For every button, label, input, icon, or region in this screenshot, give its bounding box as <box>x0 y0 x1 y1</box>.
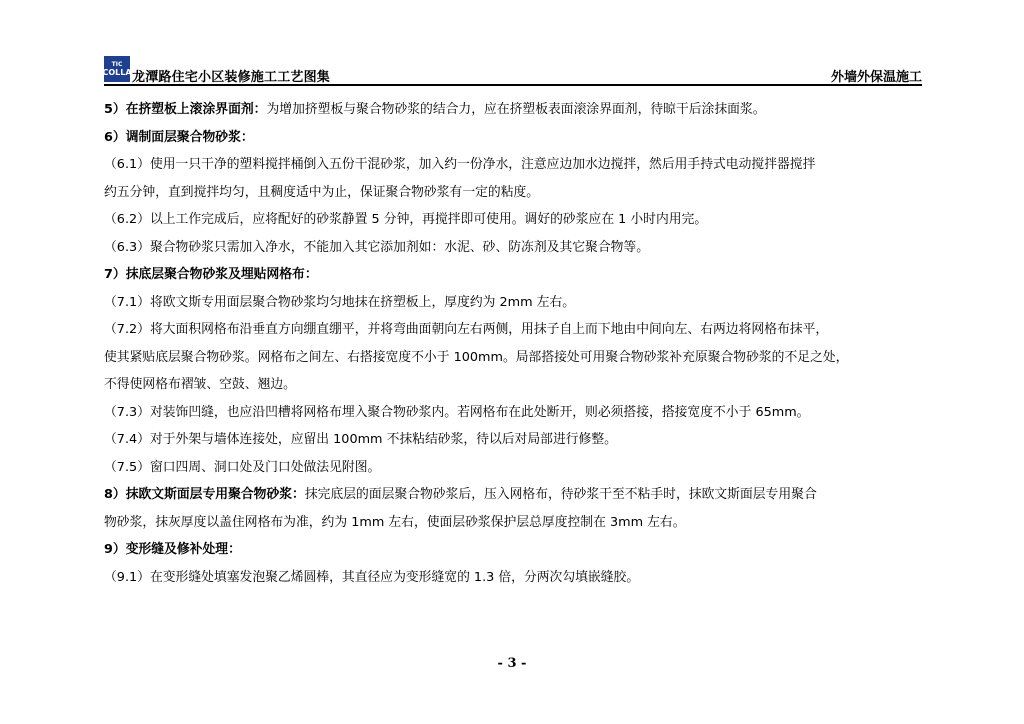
text-line <box>104 454 926 482</box>
paragraph-text: （6.3）聚合物砂浆只需加入净水，不能加入其它添加剂如：水泥、砂、防冻剂及其它聚合物等。 <box>104 239 650 255</box>
text-line <box>104 261 926 289</box>
section-heading: 8）抹欧文斯面层专用聚合物砂浆： <box>104 487 305 502</box>
section-heading: 9）变形缝及修补处理： <box>104 542 241 557</box>
text-line <box>104 481 926 509</box>
logo-text-top: TIC <box>111 61 123 68</box>
text-line <box>104 289 926 317</box>
paragraph-text: （7.5）窗口四周、洞口处及门口处做法见附图。 <box>104 459 381 475</box>
document-title: 龙潭路住宅小区装修施工工艺图集 <box>132 70 331 85</box>
logo-text-bottom: COLLA <box>102 68 132 77</box>
paragraph-text: （7.3）对装饰凹缝，也应沿凹槽将网格布埋入聚合物砂浆内。若网格布在此处断开，则必须搭接，搭接宽度不小于 65mm。 <box>104 404 810 420</box>
text-line <box>104 316 926 344</box>
text-line <box>104 206 926 234</box>
section-title: 外墙外保温施工 <box>830 70 922 85</box>
paragraph-text: （7.4）对于外架与墙体连接处，应留出 100mm 不抹粘结砂浆，待以后对局部进行修整。 <box>104 432 617 447</box>
text-line <box>104 399 926 427</box>
company-logo <box>104 56 130 82</box>
paragraph-text: （6.2）以上工作完成后，应将配好的砂浆静置 5 分钟，再搅拌即可使用。调好的砂浆应在 1 小时内用完。 <box>104 212 708 227</box>
section-heading: 5）在挤塑板上滚涂界面剂： <box>104 102 267 117</box>
text-line <box>104 426 926 454</box>
text-line <box>104 564 926 592</box>
paragraph-text: （6.1）使用一只干净的塑料搅拌桶倒入五份干混砂浆，加入约一份净水，注意应边加水边搅拌，然后用手持式电动搅拌器搅拌 <box>104 157 816 172</box>
text-line <box>104 151 926 179</box>
text-line <box>104 124 926 152</box>
paragraph-text: 为增加挤塑板与聚合物砂浆的结合力，应在挤塑板表面滚涂界面剂，待晾干后涂抹面浆。 <box>266 102 766 117</box>
section-heading: 7）抹底层聚合物砂浆及埋贴网格布： <box>104 267 318 282</box>
document-body <box>104 96 926 591</box>
text-line <box>104 179 926 207</box>
text-line <box>104 509 926 537</box>
page-number: - 3 - <box>497 656 527 671</box>
text-line <box>104 344 926 372</box>
text-line <box>104 371 926 399</box>
text-line <box>104 536 926 564</box>
paragraph-text: 约五分钟，直到搅拌均匀，且稠度适中为止，保证聚合物砂浆有一定的粘度。 <box>104 184 540 200</box>
paragraph-text: （9.1）在变形缝处填塞发泡聚乙烯圆棒，其直径应为变形缝宽的 1.3 倍，分两次勾填嵌缝胶。 <box>104 569 640 585</box>
paragraph-text: 不得使网格布褶皱、空鼓、翘边。 <box>104 377 296 392</box>
paragraph-text: 使其紧贴底层聚合物砂浆。网格布之间左、右搭接宽度不小于 100mm。局部搭接处可用聚合物砂浆补充原聚合物砂浆的不足之处， <box>104 349 849 365</box>
text-line <box>104 234 926 262</box>
page-header <box>104 56 922 86</box>
paragraph-text: 抹完底层的面层聚合物砂浆后，压入网格布，待砂浆干至不粘手时，抹欧文斯面层专用聚合 <box>304 487 817 502</box>
paragraph-text: （7.2）将大面积网格布沿垂直方向绷直绷平，并将弯曲面朝向左右两侧，用抹子自上而下地由中间向左、右两边将网格布抹平， <box>104 322 829 337</box>
section-heading: 6）调制面层聚合物砂浆： <box>104 129 254 145</box>
paragraph-text: 物砂浆，抹灰厚度以盖住网格布为准，约为 1mm 左右，使面层砂浆保护层总厚度控制在 3mm 左右。 <box>104 514 686 530</box>
text-line <box>104 96 926 124</box>
paragraph-text: （7.1）将欧文斯专用面层聚合物砂浆均匀地抹在挤塑板上，厚度约为 2mm 左右。 <box>104 294 576 310</box>
